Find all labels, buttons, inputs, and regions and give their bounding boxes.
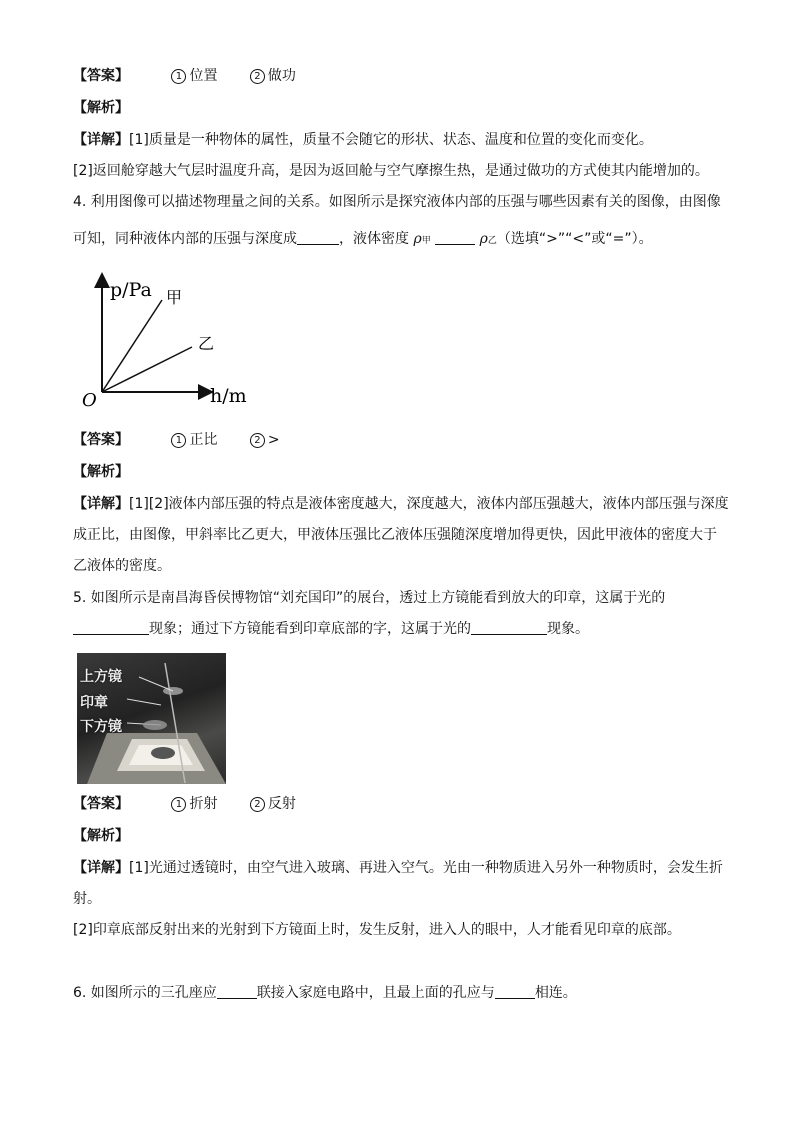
q5-question-line-2: 现象；通过下方镜能看到印章底部的字，这属于光的 现象。 bbox=[73, 619, 589, 639]
analysis-tag: 【解析】 bbox=[73, 464, 129, 480]
analysis-tag: 【解析】 bbox=[73, 100, 129, 116]
q3-detail-line-1: 【详解】[1]质量是一种物体的属性，质量不会随它的形状、状态、温度和位置的变化而变化。 bbox=[73, 132, 653, 148]
photo-label-upper-mirror: 上方镜 bbox=[80, 669, 122, 685]
q4-answer-line: 【答案】 1 正比 2 > bbox=[73, 432, 280, 448]
q4-question-line-2: 可知，同种液体内部的压强与深度成 ，液体密度 ρ甲 ρ乙（选填“>”“<”或“=”）。 bbox=[73, 231, 653, 247]
blank-1 bbox=[217, 984, 257, 999]
origin-label: O bbox=[82, 390, 97, 408]
answer-tag: 【答案】 bbox=[73, 68, 129, 84]
x-axis-label: h/m bbox=[210, 385, 247, 407]
detail-tag: 【详解】 bbox=[73, 132, 129, 148]
photo-label-lower-mirror: 下方镜 bbox=[80, 719, 122, 735]
answer-option-2: 2 > bbox=[250, 430, 280, 450]
q3-answer-line bbox=[73, 66, 296, 86]
blank-2 bbox=[495, 984, 535, 999]
q4-detail-line-1: 【详解】[1][2]液体内部压强的特点是液体密度越大，深度越大，液体内部压强越大，液体内部压强与深度 bbox=[73, 496, 729, 512]
q4-detail-line-2: 成正比，由图像，甲斜率比乙更大，甲液体压强比乙液体压强随深度增加得更快，因此甲液体的密度大于 bbox=[73, 527, 717, 543]
q4-detail-line-3: 乙液体的密度。 bbox=[73, 558, 171, 574]
blank-1 bbox=[73, 620, 149, 635]
line-jia bbox=[102, 300, 162, 392]
q5-question-line-1: 5. 如图所示是南昌海昏侯博物馆“刘充国印”的展台，透过上方镜能看到放大的印章，这属于光的 bbox=[73, 590, 666, 606]
line-jia-label: 甲 bbox=[166, 288, 183, 307]
line-yi-label: 乙 bbox=[198, 334, 215, 353]
q5-detail-line-2: 射。 bbox=[73, 891, 101, 907]
q5-detail-line-1: 【详解】[1]光通过透镜时，由空气进入玻璃、再进入空气。光由一种物质进入另外一种物质时，会发生折 bbox=[73, 860, 723, 876]
y-axis-label: p/Pa bbox=[110, 279, 152, 301]
blank-2 bbox=[471, 620, 547, 635]
exhibit-photo bbox=[77, 653, 226, 784]
q6-question-line-1: 6. 如图所示的三孔座应 联接入家庭电路中，且最上面的孔应与 相连。 bbox=[73, 985, 577, 1001]
answer-option-2: 2 做功 bbox=[250, 66, 296, 86]
q3-detail-line-2: [2]返回舱穿越大气层时温度升高，是因为返回舱与空气摩擦生热，是通过做功的方式使其内能增加的。 bbox=[73, 163, 709, 179]
rho-symbol: ρ bbox=[413, 231, 422, 247]
line-yi bbox=[102, 347, 192, 392]
photo-label-seal: 印章 bbox=[80, 695, 108, 711]
answer-option-2: 2 反射 bbox=[250, 794, 296, 814]
answer-option-1: 1 位置 bbox=[171, 66, 217, 86]
blank-1 bbox=[297, 230, 339, 245]
q4-question-line-1: 4. 利用图像可以描述物理量之间的关系。如图所示是探究液体内部的压强与哪些因素有关的图像，由图像 bbox=[73, 194, 721, 210]
blank-2 bbox=[435, 230, 475, 245]
analysis-tag: 【解析】 bbox=[73, 828, 129, 844]
answer-option-1: 1 折射 bbox=[171, 794, 217, 814]
answer-option-1: 1 正比 bbox=[171, 430, 217, 450]
q5-detail-line-3: [2]印章底部反射出来的光射到下方镜面上时，发生反射，进入人的眼中，人才能看见印章的底部。 bbox=[73, 922, 681, 938]
q5-answer-line: 【答案】 1 折射 2 反射 bbox=[73, 796, 296, 812]
pressure-depth-graph bbox=[80, 268, 260, 408]
